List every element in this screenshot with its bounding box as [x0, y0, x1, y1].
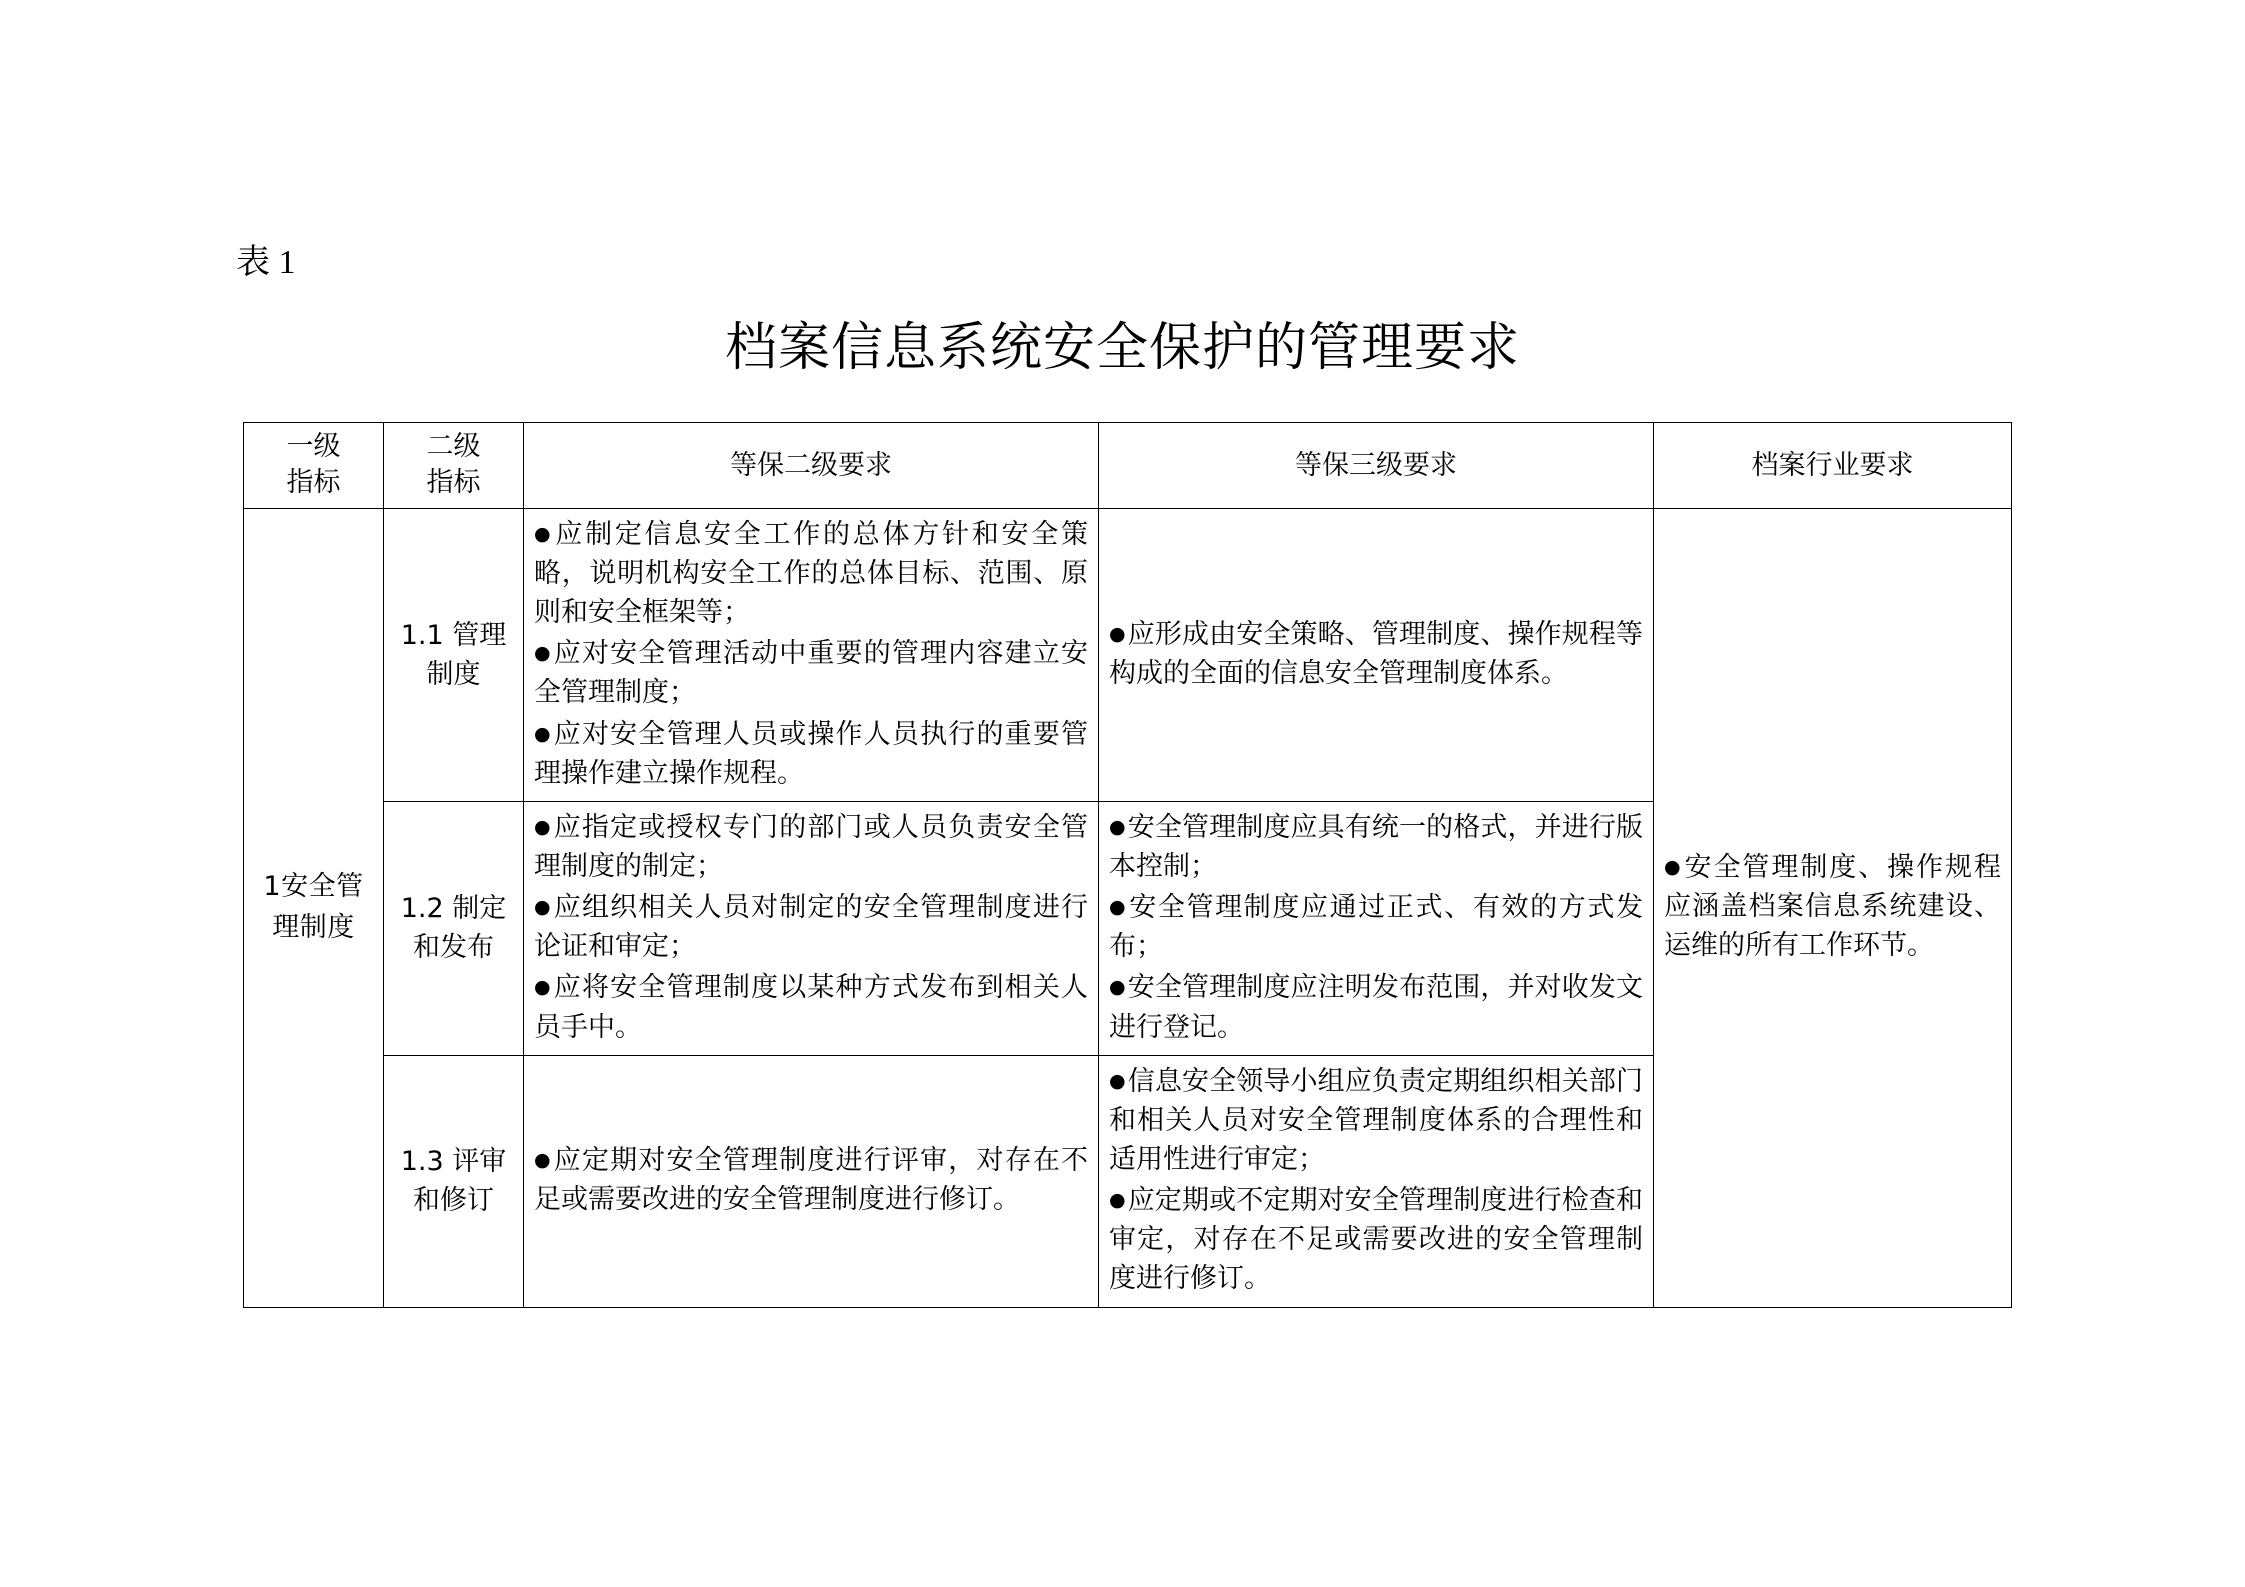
requirement-item: ● 应定期或不定期对安全管理制度进行检查和审定，对存在不足或需要改进的安全管理制度进行修订。: [1109, 1181, 1643, 1298]
cell-level2-requirements-3: [524, 1055, 1099, 1307]
page-title: 档案信息系统安全保护的管理要求: [724, 318, 1520, 378]
level2-index-line2: 制度: [426, 658, 481, 690]
header-level2-indicator: [384, 423, 524, 509]
cell-level3-requirements-3: [1099, 1055, 1654, 1307]
header-level1-indicator: [244, 423, 384, 509]
header-level1-line1: 一级: [286, 431, 341, 462]
level2-index-line2: 和修订: [413, 1185, 494, 1217]
cell-level2-requirements-1: [524, 508, 1099, 801]
cell-level3-requirements-2: [1099, 801, 1654, 1055]
requirement-item: ● 应对安全管理活动中重要的管理内容建立安全管理制度；: [534, 634, 1088, 712]
cell-level2-index-2: [384, 801, 524, 1055]
requirement-item: ● 安全管理制度应具有统一的格式，并进行版本控制；: [1109, 808, 1643, 886]
requirement-item: ● 信息安全领导小组应负责定期组织相关部门和相关人员对安全管理制度体系的合理性和适用性进行审定；: [1109, 1062, 1643, 1179]
requirement-item: ● 应对安全管理人员或操作人员执行的重要管理操作建立操作规程。: [534, 715, 1088, 793]
header-archive-requirement: 档案行业要求: [1654, 423, 2012, 509]
requirement-item: ● 安全管理制度应注明发布范围，并对收发文进行登记。: [1109, 968, 1643, 1046]
cell-level1-category: [244, 508, 384, 1307]
level1-label-line2: 理制度: [272, 911, 355, 943]
header-level1-line2: 指标: [286, 467, 341, 499]
table-header-row: [244, 423, 2012, 509]
requirement-item: ● 应指定或授权专门的部门或人员负责安全管理制度的制定；: [534, 808, 1088, 886]
header-level3-requirement: 等保三级要求: [1099, 423, 1654, 509]
cell-level3-requirements-1: [1099, 508, 1654, 801]
cell-level2-index-3: [384, 1055, 524, 1307]
level2-index-line1: 1.3 评审: [400, 1145, 507, 1177]
level2-index-line1: 1.1 管理: [400, 619, 507, 651]
level2-index-line1: 1.2 制定: [400, 893, 507, 925]
table-row: [244, 508, 2012, 801]
requirements-table: [243, 422, 2012, 1308]
requirement-item: ● 安全管理制度、操作规程应涵盖档案信息系统建设、运维的所有工作环节。: [1664, 848, 2001, 965]
table-label: 表 1: [236, 244, 296, 281]
requirement-item: ● 应组织相关人员对制定的安全管理制度进行论证和审定；: [534, 888, 1088, 966]
requirement-item: ● 应将安全管理制度以某种方式发布到相关人员手中。: [534, 968, 1088, 1046]
header-level2-line2: 指标: [426, 467, 481, 499]
requirement-item: ● 应制定信息安全工作的总体方针和安全策略，说明机构安全工作的总体目标、范围、原则和安全框架等；: [534, 515, 1088, 632]
level1-label-line1: 1安全管: [263, 871, 364, 903]
header-level2-line1: 二级: [426, 431, 481, 462]
requirement-item: ● 安全管理制度应通过正式、有效的方式发布；: [1109, 888, 1643, 966]
cell-level2-index-1: [384, 508, 524, 801]
cell-level2-requirements-2: [524, 801, 1099, 1055]
requirement-item: ● 应定期对安全管理制度进行评审，对存在不足或需要改进的安全管理制度进行修订。: [534, 1141, 1088, 1219]
header-level2-requirement: 等保二级要求: [524, 423, 1099, 509]
level2-index-line2: 和发布: [413, 932, 494, 964]
cell-archive-requirements: [1654, 508, 2012, 1307]
requirement-item: ● 应形成由安全策略、管理制度、操作规程等构成的全面的信息安全管理制度体系。: [1109, 615, 1643, 693]
